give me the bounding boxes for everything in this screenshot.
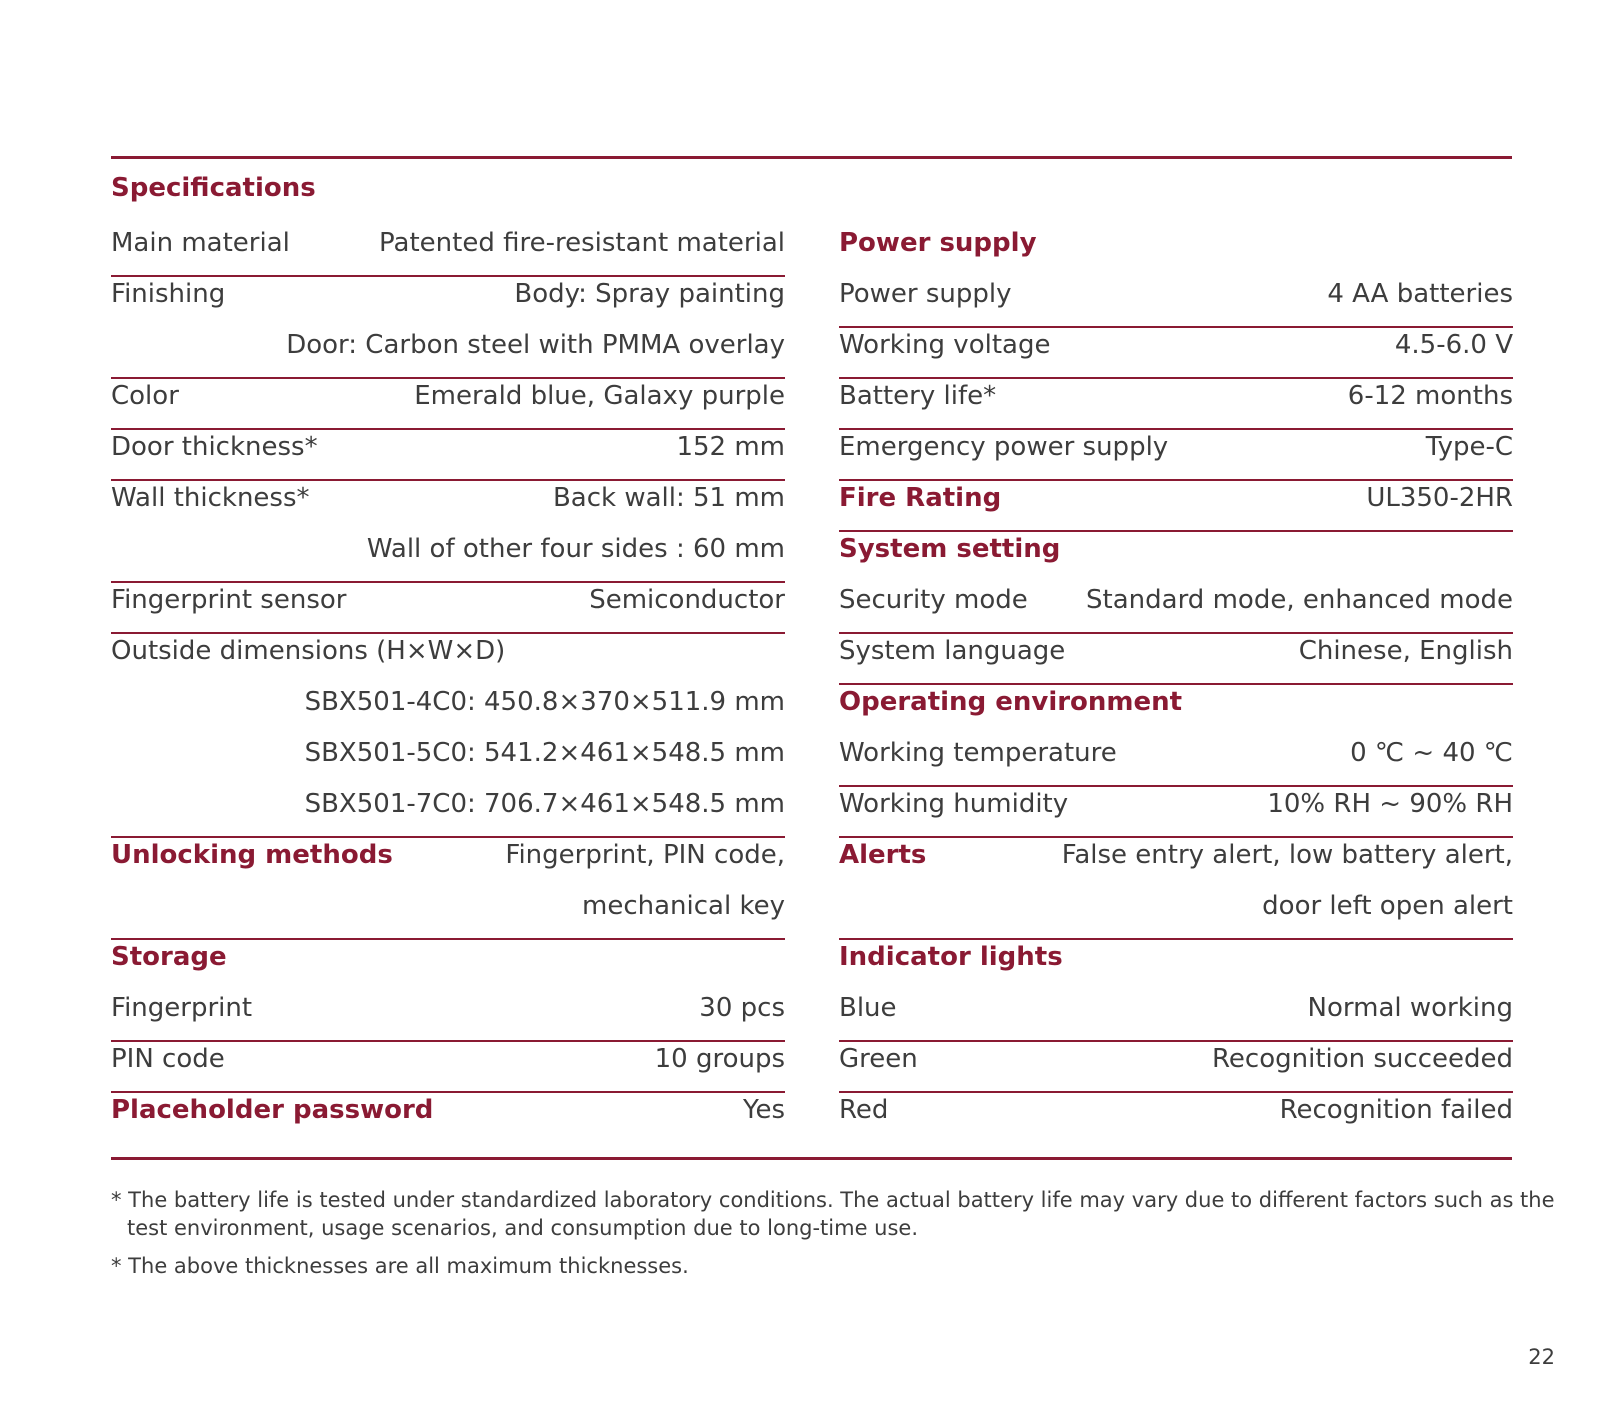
spec-heading: Power supply	[839, 228, 1037, 258]
spec-row	[839, 277, 1513, 328]
spec-row	[111, 787, 785, 838]
spec-label: Red	[839, 1095, 889, 1125]
spec-row	[839, 1042, 1513, 1093]
spec-heading: Unlocking methods	[111, 840, 393, 870]
spec-heading: Storage	[111, 942, 227, 972]
spec-row	[839, 787, 1513, 838]
spec-row	[111, 583, 785, 634]
spec-value: 4.5-6.0 V	[1394, 330, 1513, 360]
spec-row	[839, 685, 1513, 736]
spec-row	[111, 940, 785, 991]
spec-value: SBX501-5C0: 541.2×461×548.5 mm	[304, 738, 785, 768]
spec-value: UL350-2HR	[1366, 483, 1513, 513]
spec-row	[839, 226, 1513, 277]
spec-value: SBX501-7C0: 706.7×461×548.5 mm	[304, 789, 785, 819]
spec-value: Body: Spray painting	[514, 279, 785, 309]
spec-row	[839, 634, 1513, 685]
spec-row	[111, 991, 785, 1042]
spec-value: 152 mm	[676, 432, 785, 462]
spec-value: Patented fire-resistant material	[379, 228, 785, 258]
footnote-battery	[111, 1186, 1555, 1242]
spec-row	[111, 430, 785, 481]
spec-heading: Operating environment	[839, 687, 1183, 717]
spec-value: Fingerprint, PIN code,	[505, 840, 785, 870]
spec-value: Yes	[743, 1095, 785, 1125]
spec-label: Wall thickness*	[111, 483, 310, 513]
spec-heading: System setting	[839, 534, 1061, 564]
spec-value: Door: Carbon steel with PMMA overlay	[286, 330, 785, 360]
spec-row	[111, 481, 785, 532]
spec-heading: Indicator lights	[839, 942, 1063, 972]
spec-value: Normal working	[1307, 993, 1513, 1023]
spec-heading: Fire Rating	[839, 483, 1002, 513]
spec-heading: Alerts	[839, 840, 927, 870]
spec-row	[839, 940, 1513, 991]
spec-row	[111, 226, 785, 277]
top-rule	[111, 156, 1512, 159]
spec-row	[111, 328, 785, 379]
spec-value: Semiconductor	[589, 585, 785, 615]
spec-value: Wall of other four sides : 60 mm	[366, 534, 785, 564]
spec-value: 0 ℃ ~ 40 ℃	[1350, 738, 1513, 768]
section-title: Specifications	[111, 173, 316, 203]
page-number: 22	[1528, 1345, 1555, 1369]
spec-label: Blue	[839, 993, 897, 1023]
spec-label: PIN code	[111, 1044, 225, 1074]
spec-row	[839, 736, 1513, 787]
spec-label: Working humidity	[839, 789, 1069, 819]
spec-value: Recognition failed	[1279, 1095, 1513, 1125]
spec-value: SBX501-4C0: 450.8×370×511.9 mm	[304, 687, 785, 717]
spec-row	[839, 328, 1513, 379]
spec-row	[111, 277, 785, 328]
spec-row	[839, 583, 1513, 634]
spec-label: Emergency power supply	[839, 432, 1169, 462]
right-spec-column	[839, 226, 1513, 1144]
spec-value: Recognition succeeded	[1212, 1044, 1513, 1074]
spec-row	[839, 991, 1513, 1042]
spec-row	[111, 889, 785, 940]
spec-label: Power supply	[839, 279, 1012, 309]
footnote-battery-line1: * The battery life is tested under standardized laboratory conditions. The actual battery life may vary due to different factors such as the	[111, 1188, 1555, 1212]
spec-value: Back wall: 51 mm	[552, 483, 785, 513]
spec-label: Working temperature	[839, 738, 1117, 768]
spec-value: Standard mode, enhanced mode	[1086, 585, 1513, 615]
spec-label: Security mode	[839, 585, 1028, 615]
spec-row	[111, 1042, 785, 1093]
bottom-rule	[111, 1157, 1512, 1160]
spec-row	[839, 430, 1513, 481]
spec-row	[111, 838, 785, 889]
spec-label: Outside dimensions (H×W×D)	[111, 636, 506, 666]
spec-row	[111, 1093, 785, 1144]
spec-label: Fingerprint sensor	[111, 585, 347, 615]
spec-value: 30 pcs	[699, 993, 785, 1023]
spec-label: Working voltage	[839, 330, 1051, 360]
spec-value: Chinese, English	[1298, 636, 1513, 666]
spec-value: 10% RH ~ 90% RH	[1267, 789, 1513, 819]
spec-row	[111, 379, 785, 430]
footnote-battery-line2: test environment, usage scenarios, and consumption due to long-time use.	[127, 1216, 919, 1240]
spec-heading: Placeholder password	[111, 1095, 434, 1125]
spec-row	[111, 736, 785, 787]
spec-row	[839, 532, 1513, 583]
spec-value: mechanical key	[582, 891, 785, 921]
spec-value: Type-C	[1425, 432, 1513, 462]
spec-value: 4 AA batteries	[1327, 279, 1513, 309]
spec-value: 6-12 months	[1347, 381, 1513, 411]
spec-label: Finishing	[111, 279, 226, 309]
spec-row	[111, 532, 785, 583]
spec-label: Battery life*	[839, 381, 997, 411]
spec-value: door left open alert	[1262, 891, 1513, 921]
spec-label: Fingerprint	[111, 993, 253, 1023]
spec-label: Door thickness*	[111, 432, 318, 462]
footnote-thickness: * The above thicknesses are all maximum thicknesses.	[111, 1254, 689, 1278]
spec-value: False entry alert, low battery alert,	[1061, 840, 1513, 870]
spec-row	[839, 838, 1513, 889]
spec-row	[839, 889, 1513, 940]
spec-row	[111, 634, 785, 685]
spec-label: Green	[839, 1044, 918, 1074]
spec-value: Emerald blue, Galaxy purple	[414, 381, 785, 411]
spec-row	[839, 1093, 1513, 1144]
left-spec-column	[111, 226, 785, 1144]
spec-row	[839, 481, 1513, 532]
spec-value: 10 groups	[654, 1044, 785, 1074]
spec-row	[839, 379, 1513, 430]
spec-row	[111, 685, 785, 736]
spec-label: Main material	[111, 228, 290, 258]
spec-label: System language	[839, 636, 1066, 666]
spec-label: Color	[111, 381, 179, 411]
